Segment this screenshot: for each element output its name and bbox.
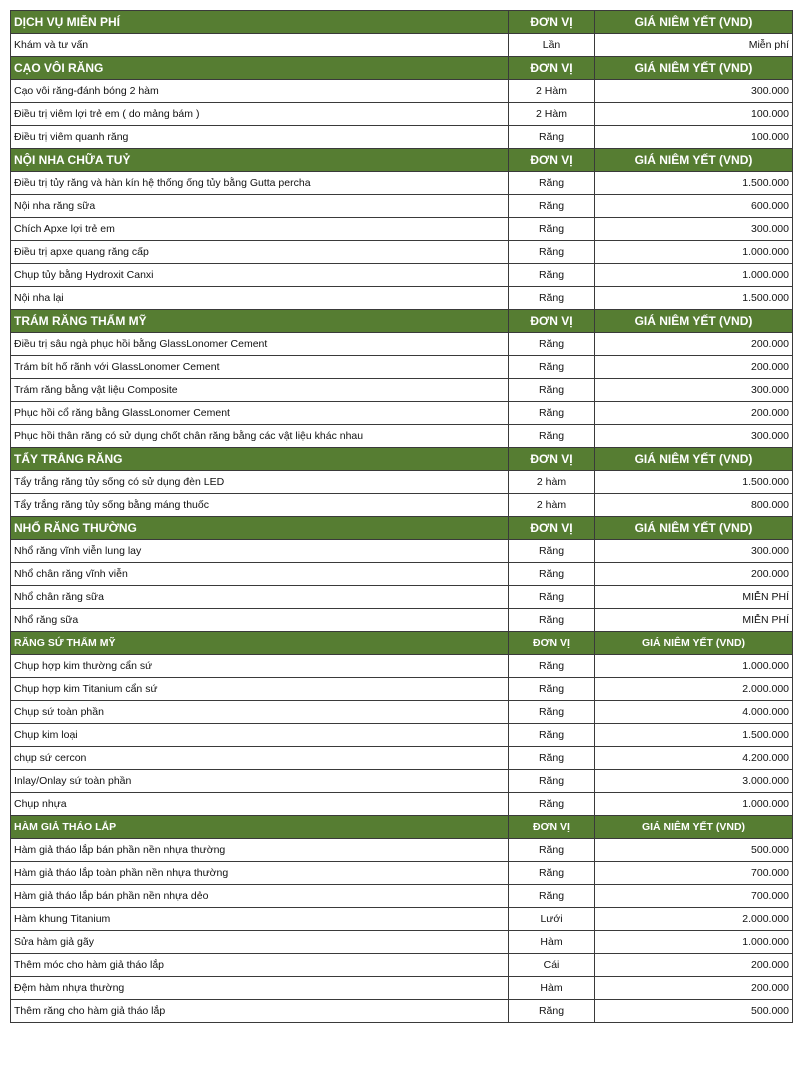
service-name: Chụp hợp kim Titanium cẩn sứ	[11, 678, 509, 701]
service-price: Miễn phí	[595, 34, 793, 57]
service-price: 1.000.000	[595, 241, 793, 264]
service-unit: Răng	[509, 402, 595, 425]
table-row	[11, 80, 793, 103]
service-unit: Răng	[509, 264, 595, 287]
service-name: Nội nha lại	[11, 287, 509, 310]
price-column-header: GIÁ NIÊM YẾT (VND)	[595, 149, 793, 172]
service-unit: Răng	[509, 770, 595, 793]
section-header-row	[11, 448, 793, 471]
table-row	[11, 747, 793, 770]
service-name: Chụp hợp kim thường cẩn sứ	[11, 655, 509, 678]
service-price: 1.500.000	[595, 471, 793, 494]
service-price: 1.500.000	[595, 287, 793, 310]
service-price: 4.200.000	[595, 747, 793, 770]
service-unit: Răng	[509, 885, 595, 908]
service-unit: Răng	[509, 1000, 595, 1023]
service-price: 1.000.000	[595, 264, 793, 287]
table-row	[11, 356, 793, 379]
service-name: Chích Apxe lợi trẻ em	[11, 218, 509, 241]
service-price: 200.000	[595, 333, 793, 356]
service-unit: Răng	[509, 333, 595, 356]
service-price: 1.000.000	[595, 793, 793, 816]
service-name: Điều trị viêm quanh răng	[11, 126, 509, 149]
price-column-header: GIÁ NIÊM YẾT (VND)	[595, 310, 793, 333]
service-price: 700.000	[595, 885, 793, 908]
price-table-body	[11, 11, 793, 1023]
table-row	[11, 931, 793, 954]
service-name: Hàm khung Titanium	[11, 908, 509, 931]
service-unit: Hàm	[509, 977, 595, 1000]
table-row	[11, 126, 793, 149]
table-row	[11, 402, 793, 425]
service-price: 200.000	[595, 402, 793, 425]
table-row	[11, 264, 793, 287]
service-name: Chụp sứ toàn phần	[11, 701, 509, 724]
service-name: Nội nha răng sữa	[11, 195, 509, 218]
section-title: NỘI NHA CHỮA TUỶ	[11, 149, 509, 172]
service-price: 1.000.000	[595, 655, 793, 678]
service-price: 300.000	[595, 218, 793, 241]
table-row	[11, 885, 793, 908]
service-name: Nhổ răng vĩnh viễn lung lay	[11, 540, 509, 563]
unit-column-header: ĐƠN VỊ	[509, 149, 595, 172]
service-price: 500.000	[595, 839, 793, 862]
service-unit: Răng	[509, 747, 595, 770]
service-price: 1.500.000	[595, 172, 793, 195]
service-price: 600.000	[595, 195, 793, 218]
unit-column-header: ĐƠN VỊ	[509, 517, 595, 540]
service-name: Nhổ chân răng vĩnh viễn	[11, 563, 509, 586]
service-unit: Răng	[509, 862, 595, 885]
section-title: DỊCH VỤ MIỄN PHÍ	[11, 11, 509, 34]
service-unit: Răng	[509, 195, 595, 218]
service-unit: 2 hàm	[509, 494, 595, 517]
service-unit: Răng	[509, 540, 595, 563]
section-title: TRÁM RĂNG THẨM MỸ	[11, 310, 509, 333]
service-name: Thêm răng cho hàm giả tháo lắp	[11, 1000, 509, 1023]
service-price: 4.000.000	[595, 701, 793, 724]
service-unit: Răng	[509, 241, 595, 264]
service-unit: Răng	[509, 839, 595, 862]
service-unit: Răng	[509, 379, 595, 402]
service-unit: Răng	[509, 586, 595, 609]
table-row	[11, 609, 793, 632]
service-unit: Răng	[509, 701, 595, 724]
service-name: Điều trị apxe quang răng cấp	[11, 241, 509, 264]
table-row	[11, 954, 793, 977]
section-header-row	[11, 149, 793, 172]
service-name: Chụp kim loại	[11, 724, 509, 747]
table-row	[11, 241, 793, 264]
service-unit: Lần	[509, 34, 595, 57]
service-unit: Răng	[509, 793, 595, 816]
section-header-row	[11, 816, 793, 839]
service-name: Điều trị tủy răng và hàn kín hệ thống ống tủy bằng Gutta percha	[11, 172, 509, 195]
table-row	[11, 379, 793, 402]
service-price: 500.000	[595, 1000, 793, 1023]
service-price: 700.000	[595, 862, 793, 885]
service-price: 1.500.000	[595, 724, 793, 747]
service-price: 300.000	[595, 80, 793, 103]
service-name: Hàm giả tháo lắp bán phần nền nhựa thường	[11, 839, 509, 862]
service-name: Trám bít hố rãnh với GlassLonomer Cement	[11, 356, 509, 379]
service-name: Phục hồi thân răng có sử dụng chốt chân răng bằng các vật liệu khác nhau	[11, 425, 509, 448]
service-name: Khám và tư vấn	[11, 34, 509, 57]
table-row	[11, 770, 793, 793]
service-unit: Răng	[509, 609, 595, 632]
table-row	[11, 563, 793, 586]
price-column-header: GIÁ NIÊM YẾT (VND)	[595, 632, 793, 655]
table-row	[11, 218, 793, 241]
price-column-header: GIÁ NIÊM YẾT (VND)	[595, 816, 793, 839]
section-header-row	[11, 632, 793, 655]
service-name: Tẩy trắng răng tủy sống bằng máng thuốc	[11, 494, 509, 517]
table-row	[11, 655, 793, 678]
service-unit: Răng	[509, 655, 595, 678]
price-list-sheet	[10, 10, 792, 1023]
section-header-row	[11, 310, 793, 333]
table-row	[11, 793, 793, 816]
unit-column-header: ĐƠN VỊ	[509, 448, 595, 471]
service-price: 200.000	[595, 356, 793, 379]
service-unit: Răng	[509, 678, 595, 701]
service-price: MIỄN PHÍ	[595, 586, 793, 609]
service-unit: Răng	[509, 172, 595, 195]
service-price: 100.000	[595, 103, 793, 126]
service-name: Sửa hàm giả gãy	[11, 931, 509, 954]
service-unit: 2 hàm	[509, 471, 595, 494]
table-row	[11, 333, 793, 356]
service-unit: Răng	[509, 724, 595, 747]
service-price: 300.000	[595, 540, 793, 563]
table-row	[11, 839, 793, 862]
section-header-row	[11, 57, 793, 80]
service-unit: Cái	[509, 954, 595, 977]
section-header-row	[11, 11, 793, 34]
price-column-header: GIÁ NIÊM YẾT (VND)	[595, 517, 793, 540]
table-row	[11, 494, 793, 517]
service-unit: 2 Hàm	[509, 103, 595, 126]
service-name: Điều trị sâu ngà phục hồi bằng GlassLonomer Cement	[11, 333, 509, 356]
service-unit: Răng	[509, 563, 595, 586]
service-price: 200.000	[595, 563, 793, 586]
price-column-header: GIÁ NIÊM YẾT (VND)	[595, 57, 793, 80]
table-row	[11, 287, 793, 310]
table-row	[11, 724, 793, 747]
service-name: Phục hồi cổ răng bằng GlassLonomer Cement	[11, 402, 509, 425]
service-name: Tẩy trắng răng tủy sống có sử dụng đèn LED	[11, 471, 509, 494]
service-price: 1.000.000	[595, 931, 793, 954]
service-name: Inlay/Onlay sứ toàn phần	[11, 770, 509, 793]
service-name: Trám răng bằng vật liệu Composite	[11, 379, 509, 402]
service-name: Đệm hàm nhựa thường	[11, 977, 509, 1000]
service-price: 2.000.000	[595, 678, 793, 701]
table-row	[11, 1000, 793, 1023]
table-row	[11, 977, 793, 1000]
service-name: Hàm giả tháo lắp bán phần nền nhựa dẻo	[11, 885, 509, 908]
unit-column-header: ĐƠN VỊ	[509, 57, 595, 80]
table-row	[11, 34, 793, 57]
service-unit: Răng	[509, 425, 595, 448]
service-name: Chụp nhựa	[11, 793, 509, 816]
table-row	[11, 908, 793, 931]
service-name: Điều trị viêm lợi trẻ em ( do mảng bám )	[11, 103, 509, 126]
service-unit: Lưới	[509, 908, 595, 931]
price-column-header: GIÁ NIÊM YẾT (VND)	[595, 448, 793, 471]
service-price: MIỄN PHÍ	[595, 609, 793, 632]
price-column-header: GIÁ NIÊM YẾT (VND)	[595, 11, 793, 34]
section-title: CẠO VÔI RĂNG	[11, 57, 509, 80]
table-row	[11, 425, 793, 448]
service-unit: Hàm	[509, 931, 595, 954]
unit-column-header: ĐƠN VỊ	[509, 632, 595, 655]
service-name: Thêm móc cho hàm giả tháo lắp	[11, 954, 509, 977]
service-name: Hàm giả tháo lắp toàn phần nền nhựa thường	[11, 862, 509, 885]
table-row	[11, 862, 793, 885]
service-name: Nhổ răng sữa	[11, 609, 509, 632]
table-row	[11, 471, 793, 494]
service-unit: Răng	[509, 218, 595, 241]
table-row	[11, 701, 793, 724]
service-unit: 2 Hàm	[509, 80, 595, 103]
section-title: TẨY TRẮNG RĂNG	[11, 448, 509, 471]
table-row	[11, 172, 793, 195]
section-title: NHỔ RĂNG THƯỜNG	[11, 517, 509, 540]
service-name: Cạo vôi răng-đánh bóng 2 hàm	[11, 80, 509, 103]
service-price: 2.000.000	[595, 908, 793, 931]
price-table	[10, 10, 793, 1023]
service-price: 300.000	[595, 379, 793, 402]
section-title: HÀM GIẢ THÁO LẮP	[11, 816, 509, 839]
service-name: Nhổ chân răng sữa	[11, 586, 509, 609]
section-header-row	[11, 517, 793, 540]
service-price: 100.000	[595, 126, 793, 149]
service-price: 200.000	[595, 977, 793, 1000]
unit-column-header: ĐƠN VỊ	[509, 816, 595, 839]
unit-column-header: ĐƠN VỊ	[509, 11, 595, 34]
table-row	[11, 195, 793, 218]
section-title: RĂNG SỨ THẨM MỸ	[11, 632, 509, 655]
service-price: 200.000	[595, 954, 793, 977]
table-row	[11, 540, 793, 563]
service-unit: Răng	[509, 356, 595, 379]
service-name: Chụp tủy bằng Hydroxit Canxi	[11, 264, 509, 287]
service-name: chụp sứ cercon	[11, 747, 509, 770]
service-price: 300.000	[595, 425, 793, 448]
table-row	[11, 586, 793, 609]
service-unit: Răng	[509, 126, 595, 149]
service-price: 3.000.000	[595, 770, 793, 793]
unit-column-header: ĐƠN VỊ	[509, 310, 595, 333]
table-row	[11, 103, 793, 126]
service-unit: Răng	[509, 287, 595, 310]
table-row	[11, 678, 793, 701]
service-price: 800.000	[595, 494, 793, 517]
